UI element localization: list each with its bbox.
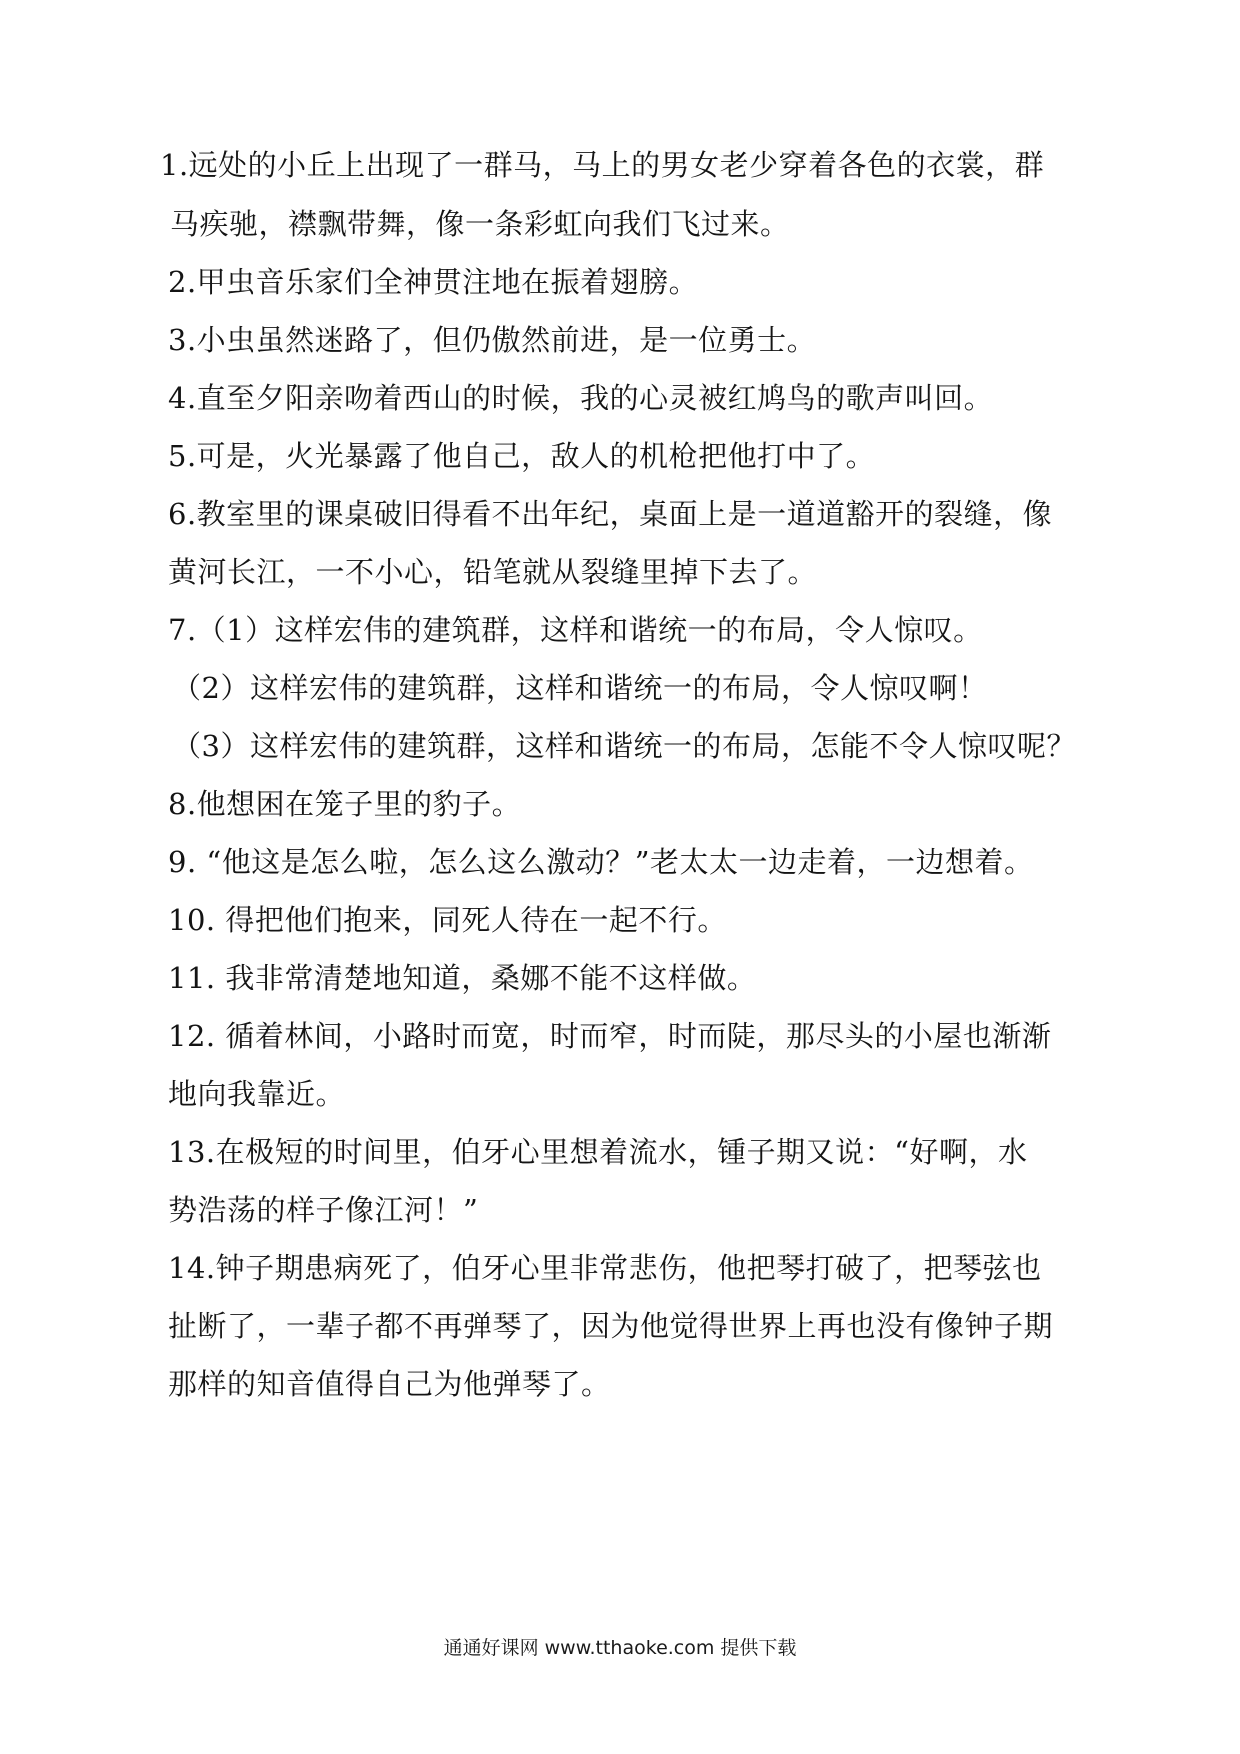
text-line: 7.（1）这样宏伟的建筑群，这样和谐统一的布局，令人惊叹。 [168, 613, 983, 647]
text-line: 黄河长江，一不小心，铅笔就从裂缝里掉下去了。 [168, 555, 818, 589]
footer-credit: 通通好课网 www.tthaoke.com 提供下载 [443, 1637, 797, 1659]
text-line: 那样的知音值得自己为他弹琴了。 [168, 1367, 611, 1401]
text-line: 12. 循着林间，小路时而宽，时而窄，时而陡，那尽头的小屋也渐渐 [168, 1019, 1052, 1053]
text-line: 1.远处的小丘上出现了一群马，马上的男女老少穿着各色的衣裳，群 [160, 148, 1045, 182]
text-line: 14.钟子期患病死了，伯牙心里非常悲伤，他把琴打破了，把琴弦也 [168, 1251, 1042, 1285]
text-line: 10. 得把他们抱来，同死人待在一起不行。 [168, 903, 727, 937]
text-line: 扯断了，一辈子都不再弹琴了，因为他觉得世界上再也没有像钟子期 [168, 1309, 1054, 1343]
text-line: 9. “他这是怎么啦，怎么这么激动？”老太太一边走着，一边想着。 [168, 845, 1034, 879]
text-line: 8.他想困在笼子里的豹子。 [168, 787, 522, 821]
text-line: 3.小虫虽然迷路了，但仍傲然前进，是一位勇士。 [168, 323, 817, 357]
text-line: 6.教室里的课桌破旧得看不出年纪，桌面上是一道道豁开的裂缝，像 [168, 497, 1053, 531]
text-line: （2）这样宏伟的建筑群，这样和谐统一的布局，令人惊叹啊！ [172, 671, 988, 705]
text-line: 地向我靠近。 [168, 1077, 346, 1111]
text-line: 13.在极短的时间里，伯牙心里想着流水，锺子期又说：“好啊，水 [168, 1135, 1028, 1169]
text-line: 5.可是，火光暴露了他自己，敌人的机枪把他打中了。 [168, 439, 876, 473]
text-line: （3）这样宏伟的建筑群，这样和谐统一的布局，怎能不令人惊叹呢？ [172, 729, 1076, 763]
text-line: 4.直至夕阳亲吻着西山的时候，我的心灵被红鸠鸟的歌声叫回。 [168, 381, 994, 415]
text-line: 11. 我非常清楚地知道，桑娜不能不这样做。 [168, 961, 757, 995]
text-line: 2.甲虫音乐家们全神贯注地在振着翅膀。 [168, 265, 699, 299]
text-line: 势浩荡的样子像江河！” [168, 1193, 479, 1227]
text-line: 马疾驰，襟飘带舞，像一条彩虹向我们飞过来。 [170, 207, 790, 241]
